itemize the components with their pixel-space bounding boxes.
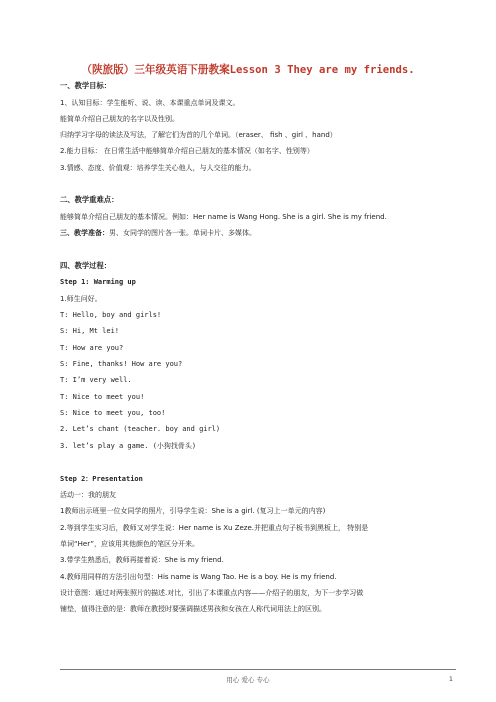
step-1-heading: Step 1: Warming up xyxy=(60,278,136,286)
page-number: 1 xyxy=(448,675,453,683)
step-2-heading: Step 2：Presentation xyxy=(60,475,143,483)
step1-line-1: 1.师生问好。 xyxy=(60,295,102,303)
step1-line-6: T: I’m very well. xyxy=(60,376,132,384)
step2-line-8: 铺垫，值得注意的是：教师在教授时要强调描述男孩和女孩在人称代词用法上的区别。 xyxy=(60,605,326,613)
step2-line-3: 2.等到学生实习后，教师又对学生说：Her name is Xu Zeze.并把重点句子板书到黑板上， 特别是 xyxy=(60,524,369,532)
objectives-line-5: 3.情感、态度、价值观：培养学生关心他人，与人交往的能力。 xyxy=(60,164,256,172)
preparation-line xyxy=(60,228,456,238)
section-heading-objectives: 一、教学目标： xyxy=(60,81,112,90)
objectives-line-4: 2.能力目标： 在日常生活中能够简单介绍自己朋友的基本情况（如名字、性别等） xyxy=(60,147,314,155)
preparation-text: 男、女同学的图片各一张。单词卡片、多媒体。 xyxy=(109,229,256,237)
step2-line-1: 活动一：我的朋友 xyxy=(60,491,116,499)
section-heading-preparation: 三、教学准备： xyxy=(60,229,109,237)
step1-line-7: T: Nice to meet you! xyxy=(60,393,145,401)
section-heading-key-points: 二、教学重难点： xyxy=(60,195,119,204)
objectives-line-2: 能简单介绍自己朋友的名字以及性别。 xyxy=(60,115,179,123)
step1-line-2: T: Hello, boy and girls! xyxy=(60,311,162,319)
step1-line-9: 2. Let’s chant (teacher. boy and girl) xyxy=(60,425,221,433)
step2-line-5: 3.带学生熟悉后，教师再接着说：She is my friend. xyxy=(60,556,224,564)
step2-line-6: 4.教师用同样的方法引出句型：His name is Wang Tao. He is a boy. He is my friend. xyxy=(60,573,337,581)
footer-divider xyxy=(60,669,456,670)
key-points-line: 能够简单介绍自己朋友的基本情况。例如：Her name is Wang Hong. She is a girl. She is my friend. xyxy=(60,213,387,221)
step1-line-4: T: How are you? xyxy=(60,344,124,352)
objectives-line-3: 归纳学习字母的读法及写法，了解它们为首的几个单词。（eraser、 fish 、girl 、hand） xyxy=(60,131,337,139)
objectives-line-1: 1、认知目标：学生能听、说、读、本课重点单词及课文。 xyxy=(60,99,240,107)
section-heading-process: 四、教学过程： xyxy=(60,261,112,270)
step1-line-8: S: Nice to meet you, too! xyxy=(60,409,166,417)
step2-line-4: 单词“Her”，应该用其他颜色的笔区分开来。 xyxy=(60,540,199,548)
step2-line-2: 1教师出示班里一位女同学的照片，引导学生说：She is a girl. (复习上一单元的内容) xyxy=(60,507,326,515)
document-title: （陕旅版）三年级英语下册教案Lesson 3 They are my friends. xyxy=(81,64,415,76)
step1-line-10: 3. let’s play a game. (小狗找骨头) xyxy=(60,442,197,450)
step2-line-7: 设计意图：通过对两张照片的描述.对比，引出了本课重点内容——介绍子的朋友，为下一步学习做 xyxy=(60,589,364,597)
step1-line-5: S: Fine, thanks! How are you? xyxy=(60,360,183,368)
footer-text: 用心 爱心 专心 xyxy=(226,676,270,684)
step1-line-3: S: Hi, Mt lei! xyxy=(60,327,120,335)
